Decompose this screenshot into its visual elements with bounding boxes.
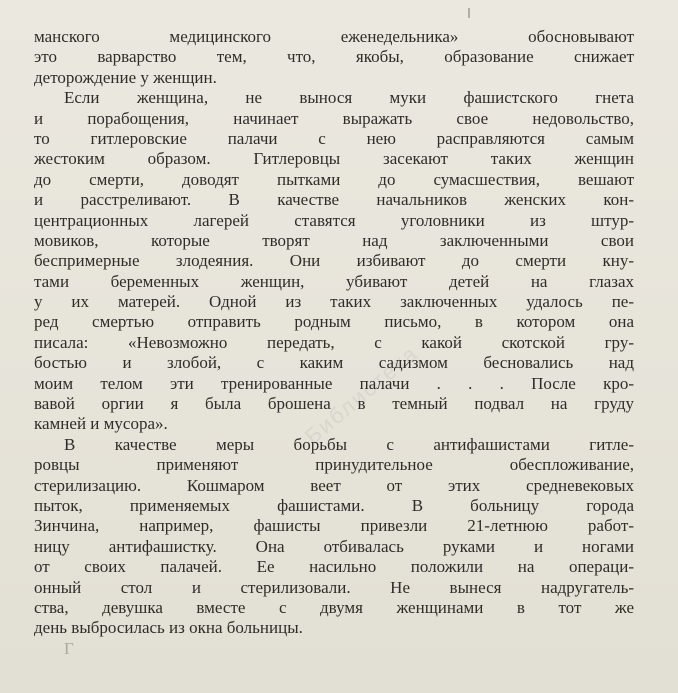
text-line: тами беременных женщин, убивают детей на глазах (34, 271, 634, 291)
text-line: у их матерей. Одной из таких заключенных удалось пе- (34, 292, 634, 312)
paragraph-start-line: В качестве меры борьбы с антифашистами гитле- (64, 434, 634, 454)
text-line: то гитлеровские палачи с нею расправляются самым (34, 128, 634, 148)
body-text (34, 27, 634, 659)
text-line: центрационных лагерей ставятся уголовники из штур- (34, 210, 634, 230)
print-speck (468, 8, 470, 18)
text-line: ред смертью отправить родным письмо, в котором она (34, 312, 634, 332)
text-line: и порабощения, начинает выражать свое недовольство, (34, 108, 634, 128)
text-line: день выбросилась из окна больницы. (34, 618, 303, 638)
cut-off-line: Г (64, 638, 74, 658)
text-line: до смерти, доводят пытками до сумасшествия, вешают (34, 169, 634, 189)
text-line: жестоким образом. Гитлеровцы засекают таких женщин (34, 149, 634, 169)
text-line: от своих палачей. Ее насильно положили на операци- (34, 557, 634, 577)
text-line: вавой оргии я была брошена в темный подвал на груду (34, 394, 634, 414)
text-line: манского медицинского еженедельника» обосновывают (34, 27, 634, 46)
text-line: бостью и злобой, с каким садизмом бесновались над (34, 353, 634, 373)
text-line: ровцы применяют принудительное обеспложивание, (34, 455, 634, 475)
text-line: деторождение у женщин. (34, 67, 217, 87)
text-line: ства, девушка вместе с двумя женщинами в тот же (34, 597, 634, 617)
text-line: онный стол и стерилизовали. Не вынеся надругатель- (34, 577, 634, 597)
text-line: писала: «Невозможно передать, с какой скотской гру- (34, 332, 634, 352)
watermark: Библиотека (300, 340, 424, 450)
text-line: Зинчина, например, фашисты привезли 21-летнюю работ- (34, 516, 634, 536)
text-line: ницу антифашистку. Она отбивалась руками и ногами (34, 536, 634, 556)
text-line: стерилизацию. Кошмаром веет от этих средневековых (34, 475, 634, 495)
text-line: моим телом эти тренированные палачи . . . После кро- (34, 373, 634, 393)
text-line: мовиков, которые творят над заключенными свои (34, 230, 634, 250)
text-line: пыток, применяемых фашистами. В больницу города (34, 495, 634, 515)
text-line: беспримерные злодеяния. Они избивают до смерти кну- (34, 251, 634, 271)
paragraph-start-line: Если женщина, не вынося муки фашистского гнета (64, 88, 634, 108)
text-line: и расстреливают. В качестве начальников женских кон- (34, 190, 634, 210)
text-line: камней и мусора». (34, 414, 168, 434)
text-line: это варварство тем, что, якобы, образование снижает (34, 47, 634, 67)
